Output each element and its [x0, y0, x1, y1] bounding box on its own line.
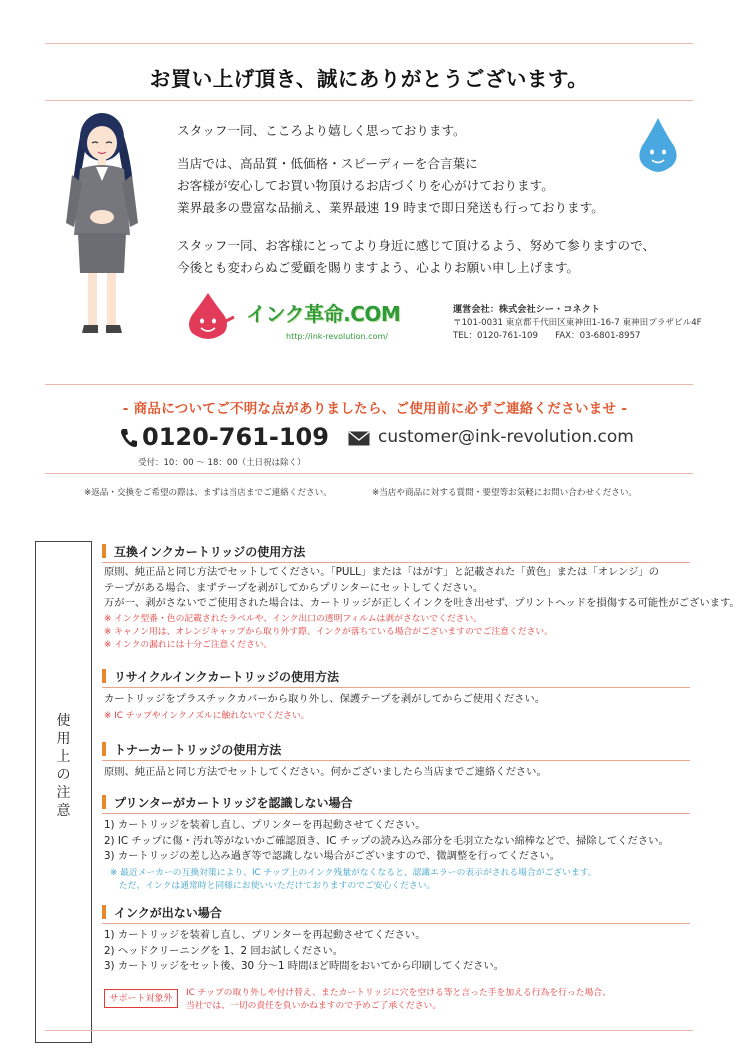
email-address[interactable]: customer@ink-revolution.com — [378, 427, 634, 447]
section-bar — [102, 669, 106, 683]
support-excluded-badge: サポート対象外 — [104, 989, 178, 1008]
page-title: お買い上げ頂き、誠にありがとうございます。 — [149, 67, 589, 91]
company-tel-fax: TEL：0120-761-109 FAX：03-6801-8957 — [453, 331, 641, 341]
mail-icon — [348, 431, 370, 446]
contact-bottom-rule — [45, 473, 693, 474]
section-recycled-ink — [102, 667, 690, 688]
greeting-para2-line3 — [177, 197, 687, 219]
phone-hours: 受付：10：00 ～ 18：00（土日祝は除く） — [138, 458, 306, 468]
section-not-recognized — [102, 793, 690, 814]
notice-returns: ※返品・交換をご希望の際は、まずは当店までご連絡ください。 — [84, 488, 332, 498]
greeting-para2-prefix: 業界最多の豊富な品揃え、業界最速 — [177, 200, 380, 215]
red-drop-mascot-icon — [184, 291, 236, 341]
section-recycled-ink-note: ※ IC チップやインクノズルに触れないでください。 — [104, 711, 310, 721]
greeting-line1: スタッフ一同、こころより嬉しく思っております。 — [177, 123, 466, 138]
section-title: リサイクルインクカートリッジの使用方法 — [114, 670, 340, 684]
company-name: 運営会社：株式会社シー・コネクト — [453, 304, 600, 315]
section-title: 互換インクカートリッジの使用方法 — [114, 545, 306, 559]
section-not-recognized-notes: ※ 最近メーカーの互換対策により、IC チップ上のインク残量がなくなると、認識エラーの表示がされる場合がございます。 ただ、インクは通常時と同様にお使いいただけておりますのでご安心ください。 — [110, 868, 597, 891]
brand-url[interactable]: http://ink-revolution.com/ — [286, 332, 388, 341]
notice-questions: ※当店や商品に対する質問・要望等お気軽にお問い合わせください。 — [372, 488, 638, 498]
brand-logo: インク革命.COM — [246, 302, 401, 326]
section-bar — [102, 905, 106, 919]
company-address: 〒101-0031 東京都千代田区東神田1-16-7 東神田プラザビル4F — [453, 318, 702, 328]
section-bar — [102, 795, 106, 809]
section-toner-body: 原則、純正品と同じ方法でセットしてください。何かございましたら当店までご連絡ください。 — [104, 766, 547, 778]
section-title: プリンターがカートリッジを認識しない場合 — [114, 796, 353, 810]
section-title: トナーカートリッジの使用方法 — [114, 743, 282, 757]
greeting-para3-line1: スタッフ一同、お客様にとってより身近に感じて頂けるよう、努めて参りますので、 — [177, 238, 656, 253]
section-compatible-ink — [102, 542, 690, 563]
greeting-para2-hour: 19 — [383, 200, 400, 215]
staff-illustration — [58, 105, 148, 345]
top-rule — [45, 43, 693, 44]
section-bar — [102, 544, 106, 558]
blue-drop-mascot-icon — [636, 116, 680, 172]
bottom-rule — [45, 1030, 693, 1031]
title-rule — [45, 100, 693, 101]
section-no-ink-body: 1) カートリッジを装着し直し、プリンターを再起動させてください。 2) ヘッドクリーニングを 1、2 回お試しください。 3) カートリッジをセット後、30 分～1 時間ほど時間をおいてから印刷してください。 — [104, 929, 505, 972]
usage-caution-label: 使 用 上 の 注 意 — [56, 713, 71, 819]
section-bar — [102, 742, 106, 756]
contact-heading: - 商品についてご不明な点がありましたら、ご使用前に必ずご連絡くださいませ - — [122, 401, 628, 417]
contact-top-rule — [45, 384, 693, 385]
section-recycled-ink-body: カートリッジをプラスチックカバーから取り外し、保護テープを剥がしてからご使用ください。 — [104, 693, 546, 705]
phone-number[interactable]: 0120-761-109 — [142, 423, 329, 451]
greeting-para2-line2: お客様が安心してお買い物頂けるお店づくりを心がけております。 — [177, 178, 554, 193]
section-compatible-ink-notes: ※ インク型番・色の記載されたラベルや、インク出口の透明フィルムは剥がさないでください。 ※ キャノン用は、オレンジキャップから取り外す際、インクが落ちている場合がございますのでご注意ください。 ※ インクの漏れには十分ご注意ください。 — [104, 614, 553, 650]
company-info — [453, 303, 702, 343]
support-excluded-text: IC チップの取り外しや付け替え、またカートリッジに穴を空ける等と言った手を加える行為を行った場合、 当社では、一切の責任を負いかねますので予めご了承ください。 — [186, 988, 611, 1011]
section-compatible-ink-body: 原則、純正品と同じ方法でセットしてください。「PULL」または「はがす」と記載された「黄色」または「オレンジ」の テープがある場合、まずテープを剥がしてからプリンターにセットしてください。 万が一、剥がさないでご使用された場合は、カートリッジが正しくインクを吐き出せず、プリントヘッドを損傷する可能性がございます。 — [104, 566, 740, 609]
section-toner — [102, 740, 690, 761]
greeting-para2-line1: 当店では、高品質・低価格・スピーディーを合言葉に — [177, 156, 478, 171]
greeting-para2-suffix: 時まで即日発送も行っております。 — [403, 200, 604, 215]
usage-caution-label-box — [35, 541, 92, 1043]
section-no-ink — [102, 903, 690, 924]
section-not-recognized-body: 1) カートリッジを装着し直し、プリンターを再起動させてください。 2) IC チップに傷・汚れ等がないかご確認頂き、IC チップの読み込み部分を毛羽立たない綿棒などで、掃除してください。 3) カートリッジの差し込み過ぎ等で認識しない場合がございますので、微調整を行ってください。 — [104, 819, 669, 862]
section-title: インクが出ない場合 — [114, 906, 222, 920]
greeting-para3-line2: 今後とも変わらぬご愛顧を賜りますよう、心よりお願い申し上げます。 — [177, 260, 579, 275]
phone-icon — [120, 428, 138, 448]
